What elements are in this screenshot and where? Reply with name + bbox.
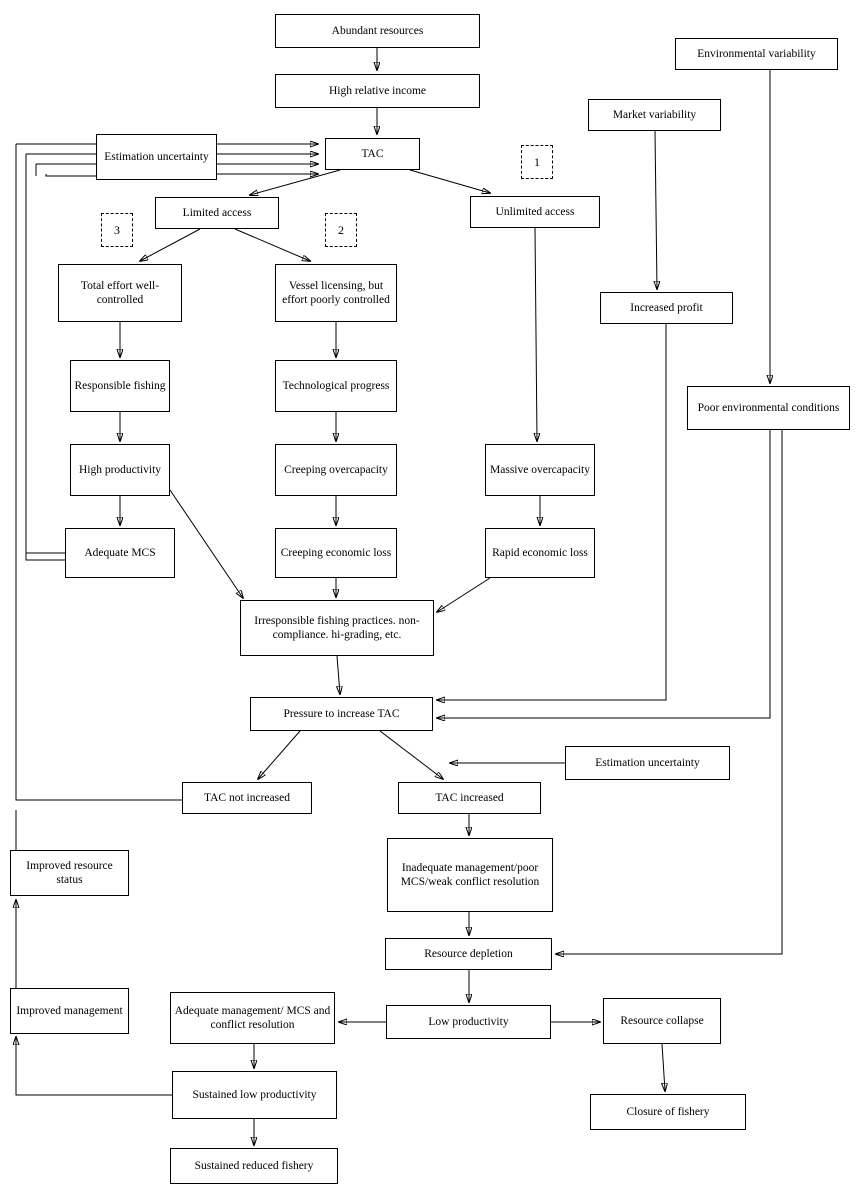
node-tac: TAC [325,138,420,170]
node-estuncert1: Estimation uncertainty [96,134,217,180]
tag-tag3: 3 [101,213,133,247]
node-depletion: Resource depletion [385,938,552,970]
node-sustreduced: Sustained reduced fishery [170,1148,338,1184]
node-envvar: Environmental variability [675,38,838,70]
node-creeploss: Creeping economic loss [275,528,397,578]
node-inadequate: Inadequate management/poor MCS/weak conflict resolution [387,838,553,912]
node-creepover: Creeping overcapacity [275,444,397,496]
node-highprod: High productivity [70,444,170,496]
node-massover: Massive overcapacity [485,444,595,496]
node-unlimited: Unlimited access [470,196,600,228]
node-adequateman: Adequate management/ MCS and conflict resolution [170,992,335,1044]
node-improvedres: Improved resource status [10,850,129,896]
node-profit: Increased profit [600,292,733,324]
node-lowprod: Low productivity [386,1005,551,1039]
node-responsible: Responsible fishing [70,360,170,412]
node-pressure: Pressure to increase TAC [250,697,433,731]
node-sustlow: Sustained low productivity [172,1071,337,1119]
tag-tag2: 2 [325,213,357,247]
node-tacinc: TAC increased [398,782,541,814]
node-abundant: Abundant resources [275,14,480,48]
node-irresp: Irresponsible fishing practices. non-compliance. hi-grading, etc. [240,600,434,656]
node-collapse: Resource collapse [603,998,721,1044]
node-closure: Closure of fishery [590,1094,746,1130]
node-limited: Limited access [155,197,279,229]
node-poorenv: Poor environmental conditions [687,386,850,430]
node-improvedman: Improved management [10,988,129,1034]
node-techprog: Technological progress [275,360,397,412]
node-marketvar: Market variability [588,99,721,131]
node-totaleffort: Total effort well-controlled [58,264,182,322]
tag-tag1: 1 [521,145,553,179]
node-estuncert2: Estimation uncertainty [565,746,730,780]
node-tacnot: TAC not increased [182,782,312,814]
node-mcs: Adequate MCS [65,528,175,578]
node-rapidloss: Rapid economic loss [485,528,595,578]
node-income: High relative income [275,74,480,108]
node-vessel: Vessel licensing, but effort poorly controlled [275,264,397,322]
